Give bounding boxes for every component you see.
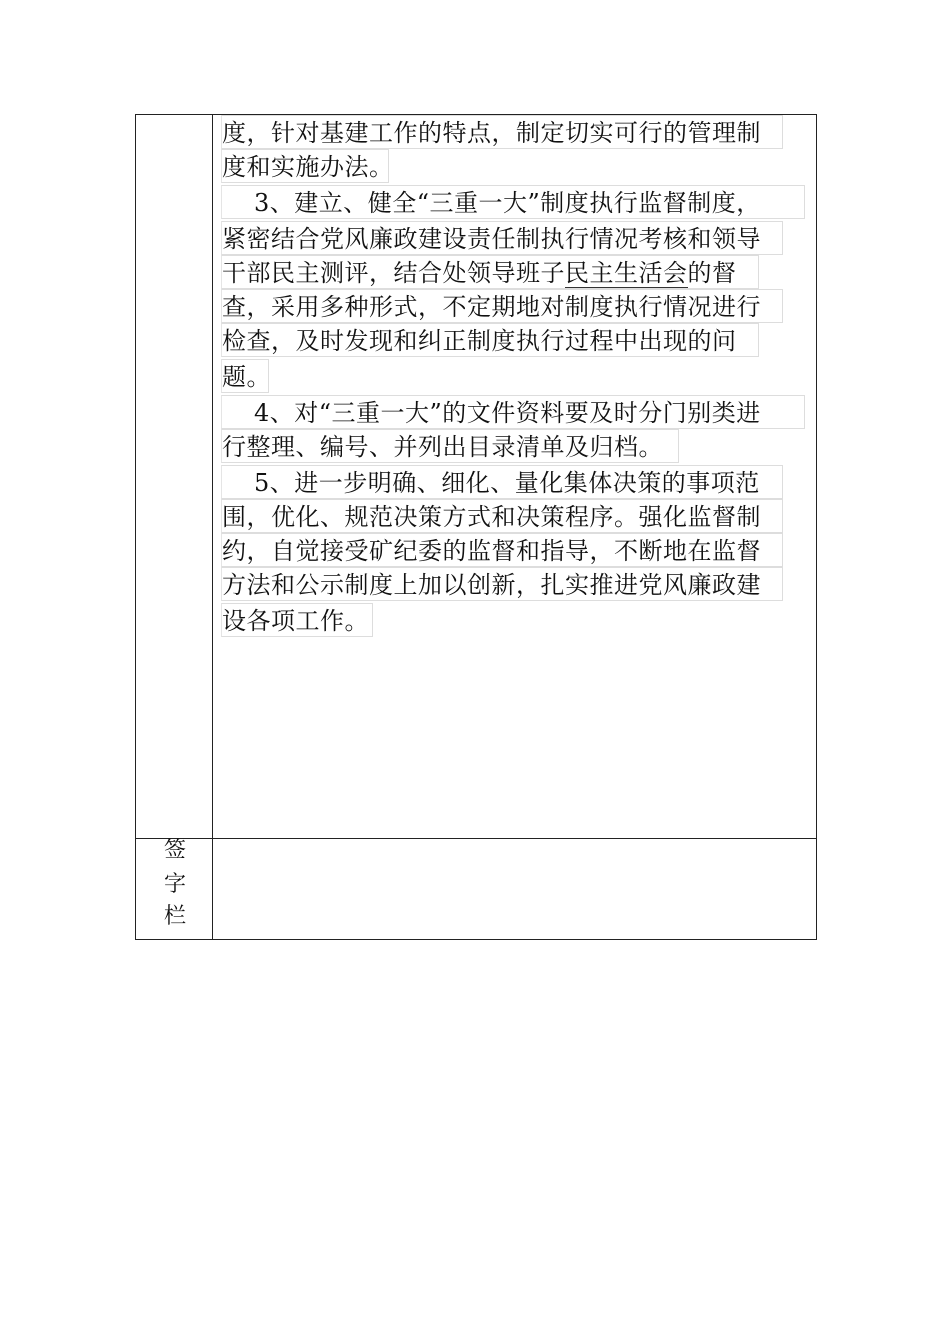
text-line: 度，针对基建工作的特点，制定切实可行的管理制 <box>221 115 783 149</box>
left-label-column <box>136 115 213 939</box>
text-line: 题。 <box>221 359 269 393</box>
signature-label-char: 字 <box>163 872 186 897</box>
text-line: 围，优化、规范决策方式和决策程序。强化监督制 <box>221 499 783 533</box>
document-table <box>135 114 817 940</box>
signature-label-char: 栏 <box>163 904 186 929</box>
text-line: 5、进一步明确、细化、量化集体决策的事项范 <box>221 465 783 499</box>
text-line: 4、对“三重一大”的文件资料要及时分门别类进 <box>221 395 805 429</box>
text-line: 方法和公示制度上加以创新，扎实推进党风廉政建 <box>221 567 783 601</box>
signature-field[interactable] <box>213 838 817 940</box>
text-segment: 干部民主测评，结合处领导班子 <box>222 259 565 287</box>
text-line: 度和实施办法。 <box>221 149 389 183</box>
text-line: 行整理、编号、并列出目录清单及归档。 <box>221 429 679 463</box>
underlined-phrase: 民主生活会 <box>565 259 688 287</box>
text-line: 紧密结合党风廉政建设责任制执行情况考核和领导 <box>221 221 783 255</box>
signature-label-char: 签 <box>163 838 186 863</box>
text-segment: 的督 <box>687 259 737 287</box>
content-cell <box>213 115 817 838</box>
text-line: 检查，及时发现和纠正制度执行过程中出现的问 <box>221 323 759 357</box>
signature-label <box>136 838 213 940</box>
text-line <box>221 255 759 289</box>
text-line: 3、建立、健全“三重一大”制度执行监督制度， <box>221 185 805 219</box>
text-line: 约，自觉接受矿纪委的监督和指导，不断地在监督 <box>221 533 783 567</box>
text-line: 查，采用多种形式，不定期地对制度执行情况进行 <box>221 289 783 323</box>
text-line: 设各项工作。 <box>221 603 373 637</box>
